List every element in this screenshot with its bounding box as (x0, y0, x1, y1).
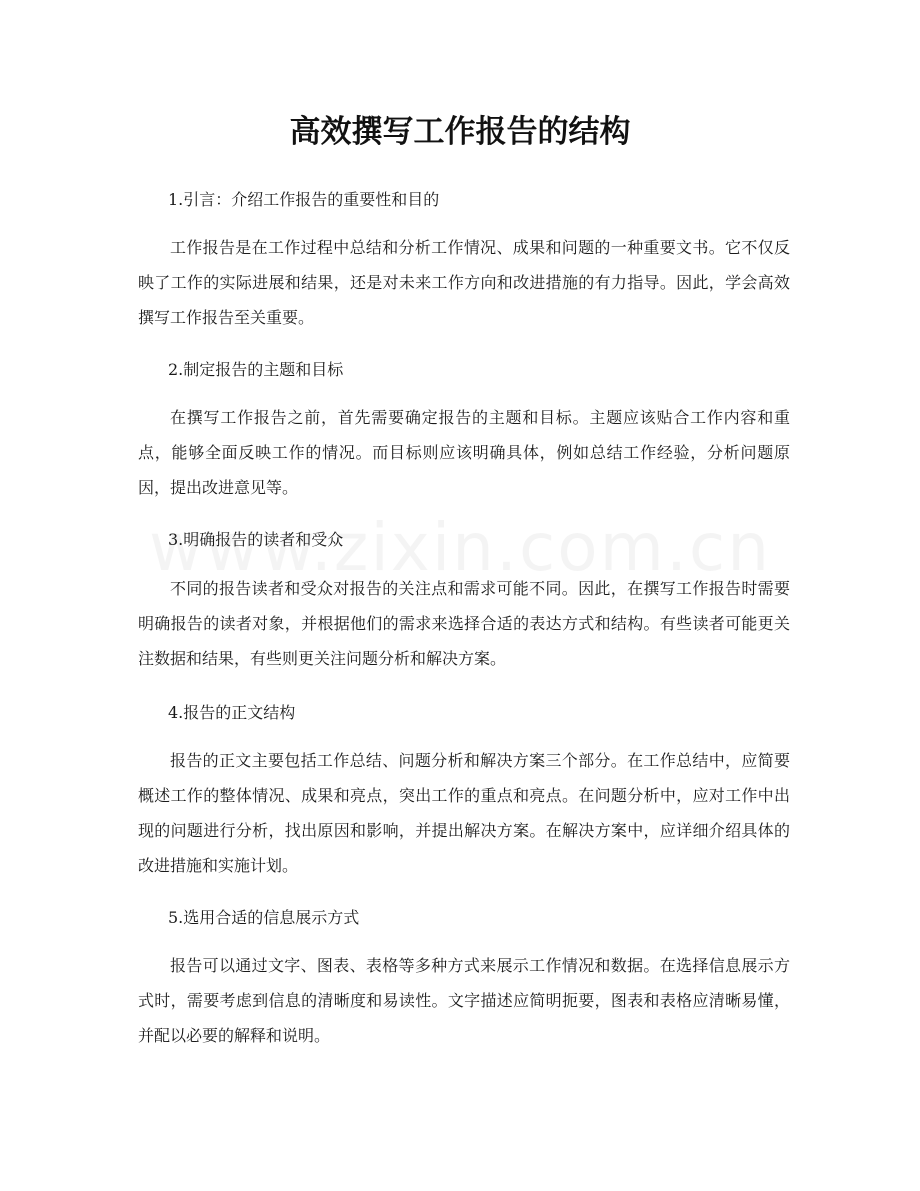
section-heading-4: 4.报告的正文结构 (168, 703, 296, 722)
section-paragraph-5: 报告可以通过文字、图表、表格等多种方式来展示工作情况和数据。在选择信息展示方式时，需要考虑到信息的清晰度和易读性。文字描述应简明扼要，图表和表格应清晰易懂，并配以必要的解释和说明。 (138, 956, 790, 1045)
document-title: 高效撰写工作报告的结构 (289, 114, 631, 150)
section-paragraph-1: 工作报告是在工作过程中总结和分析工作情况、成果和问题的一种重要文书。它不仅反映了工作的实际进展和结果，还是对未来工作方向和改进措施的有力指导。因此，学会高效撰写工作报告至关重要。 (138, 238, 790, 327)
section-heading-3: 3.明确报告的读者和受众 (168, 530, 344, 549)
section-paragraph-4: 报告的正文主要包括工作总结、问题分析和解决方案三个部分。在工作总结中，应简要概述工作的整体情况、成果和亮点，突出工作的重点和亮点。在问题分析中，应对工作中出现的问题进行分析，找出原因和影响，并提出解决方案。在解决方案中，应详细介绍具体的改进措施和实施计划。 (138, 751, 790, 875)
section-heading-2: 2.制定报告的主题和目标 (168, 360, 344, 379)
section-paragraph-2: 在撰写工作报告之前，首先需要确定报告的主题和目标。主题应该贴合工作内容和重点，能够全面反映工作的情况。而目标则应该明确具体，例如总结工作经验，分析问题原因，提出改进意见等。 (138, 408, 790, 497)
section-heading-1: 1.引言：介绍工作报告的重要性和目的 (168, 190, 440, 209)
section-heading-5: 5.选用合适的信息展示方式 (168, 908, 360, 927)
section-paragraph-3: 不同的报告读者和受众对报告的关注点和需求可能不同。因此，在撰写工作报告时需要明确报告的读者对象，并根据他们的需求来选择合适的表达方式和结构。有些读者可能更关注数据和结果，有些则更关注问题分析和解决方案。 (138, 579, 790, 668)
